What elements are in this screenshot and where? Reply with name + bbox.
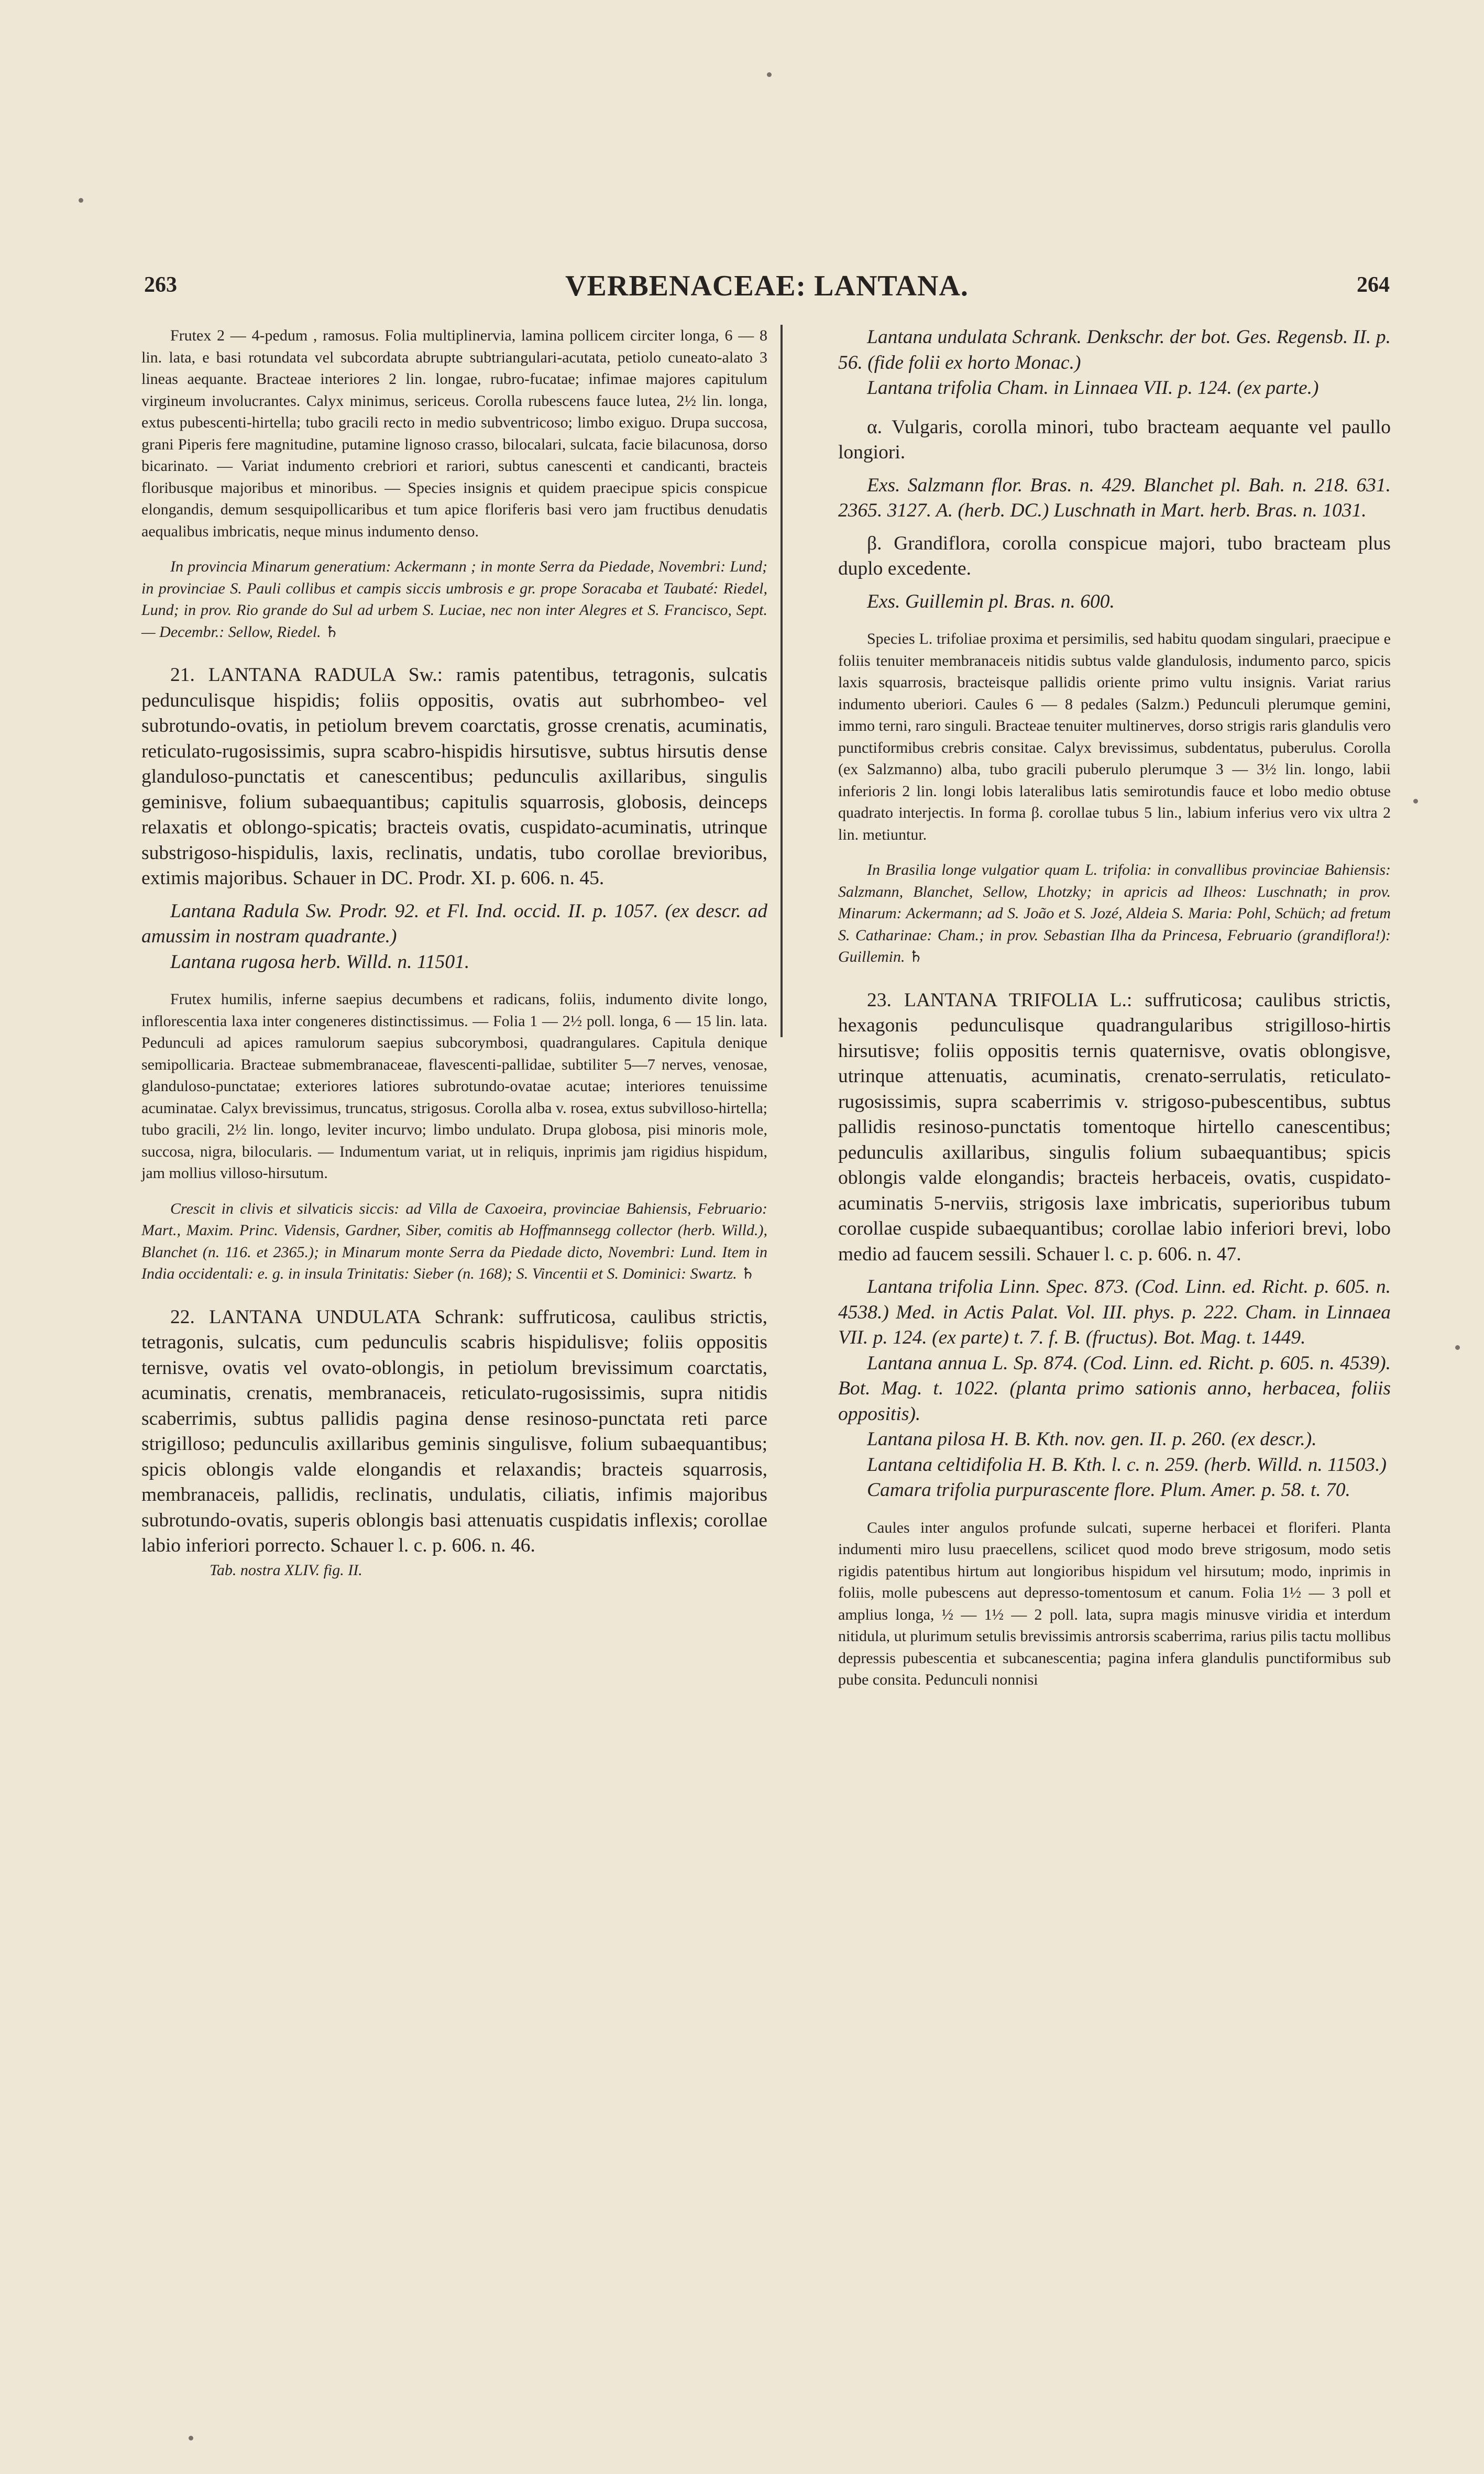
left-column <box>141 325 767 1582</box>
locality-paragraph: In Brasilia longe vulgatior quam L. trifolia: in convallibus provinciae Bahiensis: Salzmann, Blanchet, Sellow, Lhotzky; in apricis ad Ilheos: Luschnath; in prov. Minarum: Ackermann; ad S. João et S. Jozé, Aldeia S. Maria: Pohl, Schüch; ad fretum S. Catharinae: Cham.; in prov. Sebastian Ilha da Princesa, Februario (grandiflora!): Guillemin. ♄ <box>838 861 1391 965</box>
right-column <box>838 325 1391 1691</box>
paper-speck <box>189 2436 193 2440</box>
description-paragraph: Frutex humilis, inferne saepius decumbens et radicans, foliis, indumento divite longo, inflorescentia laxa inter congeneres distinctissimus. — Folia 1 — 2½ poll. longa, 6 — 15 lin. lata. Pedunculi ad apices ramulorum saepius subcorymbosi, quadrangulares. Capitula denique semipollicaria. Bracteae submembranaceae, flavescenti-pallidae, subtiliter 5—7 nerves, venosae, glanduloso-punctatae; exteriores latiores subrotundo-ovatae acutae; interiores tenuissime acuminatae. Calyx brevissimus, truncatus, strigosus. Corolla alba v. rosea, extus subvilloso-hirtella; tubo gracili, 2½ lin. longo, leviter incurvo; limbo undulato. Drupa globosa, pisi minoris mole, succosa, nigra, bilocularis. — Indumentum variat, ut in reliquis, inprimis jam rigidius hispidum, jam mollius villoso-hirsutum. <box>141 991 767 1182</box>
synonym-entry: Lantana trifolia Cham. in Linnaea VII. p. 124. (ex parte.) <box>867 377 1319 399</box>
synonym-entry: Camara trifolia purpurascente flore. Plum. Amer. p. 58. t. 70. <box>867 1479 1350 1501</box>
variety-alpha: α. Vulgaris, corolla minori, tubo bracteam aequante vel paullo longiori. <box>838 416 1391 463</box>
page-number-left: 263 <box>144 273 177 297</box>
synonym-entry: Lantana pilosa H. B. Kth. nov. gen. II. p. 260. (ex descr.). <box>867 1428 1317 1450</box>
exsiccatae-entry: Exs. Salzmann flor. Bras. n. 429. Blanchet pl. Bah. n. 218. 631. 2365. 3127. A. (herb. DC.) Luschnath in Mart. herb. Bras. n. 1031. <box>838 474 1391 521</box>
synonym-entry: Lantana undulata Schrank. Denkschr. der bot. Ges. Regensb. II. p. 56. (fide folii ex horto Monac.) <box>838 326 1391 373</box>
synonym-entry: Lantana Radula Sw. Prodr. 92. et Fl. Ind. occid. II. p. 1057. (ex descr. ad amussim in nostram quadrante.) <box>141 900 767 947</box>
exsiccatae-entry: Exs. Guillemin pl. Bras. n. 600. <box>867 590 1115 612</box>
species-diagnosis: 22. LANTANA UNDULATA Schrank: suffruticosa, caulibus strictis, tetragonis, sulcatis, cum pedunculis scabris hispidulisve; foliis oppositis ternisve, ovatis vel ovato-oblongis, in petiolum brevissimum coarctatis, acuminatis, crenatis, membranaceis, reticulato-rugosissimis, supra nitidis scaberrimis, subtus pallidis pagina dense resinoso-punctata reti parce strigilloso; pedunculis axillaribus geminis singulisve, folium subaequantibus; spicis oblongis valde elongandis et relaxandis; bracteis squarrosis, membranaceis, pallidis, reclinatis, undulatis, ciliatis, infimis majoribus subrotundo-ovatis, superis oblongis basi attenuatis cuspidatis inflexis; corollae labio inferiori porrecto. Schauer l. c. p. 606. n. 46. <box>141 1306 767 1556</box>
column-divider <box>781 325 783 1037</box>
paper-speck <box>79 198 83 203</box>
locality-paragraph: In provincia Minarum generatium: Ackermann ; in monte Serra da Piedade, Novembri: Lund; in provinciae S. Pauli collibus et campis siccis umbrosis e gr. prope Soracaba et Taubaté: Riedel, Lund; in prov. Rio grande do Sul ad urbem S. Luciae, nec non inter Alegres et S. Francisco, Sept. — Decembr.: Sellow, Riedel. ♄ <box>141 558 767 641</box>
running-title: VERBENACEAE: LANTANA. <box>565 270 969 302</box>
plate-reference: Tab. nostra XLIV. fig. II. <box>210 1561 362 1579</box>
paper-speck <box>1455 1345 1460 1350</box>
synonym-entry: Lantana rugosa herb. Willd. n. 11501. <box>170 951 470 973</box>
variety-beta: β. Grandiflora, corolla conspicue majori, tubo bracteam plus duplo excedente. <box>838 532 1391 579</box>
page-number-right: 264 <box>1357 273 1390 297</box>
paper-speck <box>767 72 772 77</box>
synonym-entry: Lantana celtidifolia H. B. Kth. l. c. n. 259. (herb. Willd. n. 11503.) <box>867 1454 1387 1476</box>
locality-paragraph: Crescit in clivis et silvaticis siccis: ad Villa de Caxoeira, provinciae Bahiensis, Februario: Mart., Maxim. Princ. Vidensis, Gardner, Siber, comitis ab Hoffmannsegg collector (herb. Willd.), Blanchet (n. 116. et 2365.); in Minarum monte Serra da Piedade dicto, Novembri: Lund. Item in India occidentali: e. g. in insula Trinitatis: Sieber (n. 168); S. Vincentii et S. Dominici: Swartz. ♄ <box>141 1200 767 1282</box>
description-paragraph: Frutex 2 — 4-pedum , ramosus. Folia multiplinervia, lamina pollicem circiter longa, 6 — 8 lin. lata, e basi rotundata vel subcordata abrupte subtriangulari-acutata, petiolo cuneato-alato 3 lineas aequante. Bracteae interiores 2 lin. longae, rubro-fucatae; infimae majores capitulum virgineum involucrantes. Calyx minimus, sericeus. Corolla rubescens fauce lutea, 2½ lin. longa, extus pubescenti-hirtella; tubo gracili recto in medio subventricoso; limbo exiguo. Drupa succosa, grani Piperis fere magnitudine, putamine lignoso crasso, bilocalari, sulcata, facie bilacunosa, dorso bicarinato. — Variat indumento crebriori et rariori, subtus canescenti et candicanti, bracteis floribusque majoribus et minoribus. — Species insignis et quidem praecipue spicis conspicue elongandis, demum sesquipollicaribus et tum apice floriferis basi vero jam fructibus denudatis aequalibus imbricatis, neque minus indumento denso. <box>141 327 767 540</box>
page-header <box>144 272 1390 314</box>
description-paragraph: Species L. trifoliae proxima et persimilis, sed habitu quodam singulari, praecipue e foliis tenuiter membranaceis nitidis subtus valde glandulosis, indumento parco, spicis laxis squarrosis, bracteisque pallidis oriente primo vultu insignis. Variat rarius indumento uberiori. Caules 6 — 8 pedales (Salzm.) Pedunculi plerumque gemini, immo terni, raro singuli. Bracteae tenuiter multinerves, dorso strigis raris glandulis vero punctiformibus crebris consitae. Calyx brevissimus, subdentatus, puberulus. Corolla (ex Salzmanno) alba, tubo gracili puberulo plerumque 3 — 3½ lin. longo, labii inferioris 2 lin. longi lobis lateralibus latis semirotundis fauce et lobo medio obtuse quadrato interjectis. In forma β. corollae tubus 5 lin., labium inferius vero vix ultra 2 lin. metiuntur. <box>838 630 1391 843</box>
description-paragraph: Caules inter angulos profunde sulcati, superne herbacei et floriferi. Planta indumenti miro lusu praecellens, scilicet quod modo breve strigosum, modo setis rigidis patentibus hirtum aut longioribus hispidum vel hirsutum; modo, inprimis in foliis, molle pubescens aut depresso-tomentosum et canum. Folia 1½ — 3 poll et amplius longa, ½ — 1½ — 2 poll. lata, supra magis minusve viridia et interdum nitidula, ut plurimum setulis brevissimis antrorsis scaberrima, rarius pilis tactu mollibus depressis pubescentia et subcanescentia; pagina infera glandulis punctiformibus sub pube consita. Pedunculi nonnisi <box>838 1519 1391 1688</box>
species-diagnosis: 23. LANTANA TRIFOLIA L.: suffruticosa; caulibus strictis, hexagonis pedunculisque quadrangularibus strigilloso-hirtis hirsutisve; foliis oppositis ternis quaternisve, ovatis oblongisve, utrinque attenuatis, acuminatis, crenato-serrulatis, reticulato-rugosissimis, supra scaberrimis v. strigoso-pubescentibus, subtus pallidis resinoso-punctatis tomentoque hirtello canescentibus; pedunculis axillaribus, singulis folium subaequantibus; spicis oblongis valde elongandis; bracteis herbaceis, ovatis, cuspidato-acuminatis 5-nerviis, strigosis laxe imbricatis, superioribus tubum corollae cuspide subaequantibus; corollae labio inferiori brevi, lobo medio ad faucem sessili. Schauer l. c. p. 606. n. 47. <box>838 989 1391 1265</box>
paper-speck <box>1413 799 1418 804</box>
species-diagnosis: 21. LANTANA RADULA Sw.: ramis patentibus, tetragonis, sulcatis pedunculisque hispidis; foliis oppositis, ovatis aut subrhombeo- vel subrotundo-ovatis, in petiolum brevem coarctatis, grosse crenatis, acuminatis, reticulato-rugosissimis, supra scabro-hispidis hirsutisve, subtus hirsutis dense glanduloso-punctatis et canescentibus; pedunculis axillaribus, singulis geminisve, folium subaequantibus; capitulis squarrosis, globosis, deinceps relaxatis et oblongo-spicatis; bracteis ovatis, cuspidato-acuminatis, utrinque substrigoso-hispidulis, laxis, reclinatis, undatis, tubo corollae brevioribus, extimis majoribus. Schauer in DC. Prodr. XI. p. 606. n. 45. <box>141 664 767 889</box>
synonym-entry: Lantana annua L. Sp. 874. (Cod. Linn. ed. Richt. p. 605. n. 4539). Bot. Mag. t. 1022. (planta primo sationis anno, herbacea, foliis oppositis). <box>838 1352 1391 1425</box>
synonym-entry: Lantana trifolia Linn. Spec. 873. (Cod. Linn. ed. Richt. p. 605. n. 4538.) Med. in Actis Palat. Vol. III. phys. p. 222. Cham. in Linnaea VII. p. 124. (ex parte) t. 7. f. B. (fructus). Bot. Mag. t. 1449. <box>838 1276 1391 1348</box>
